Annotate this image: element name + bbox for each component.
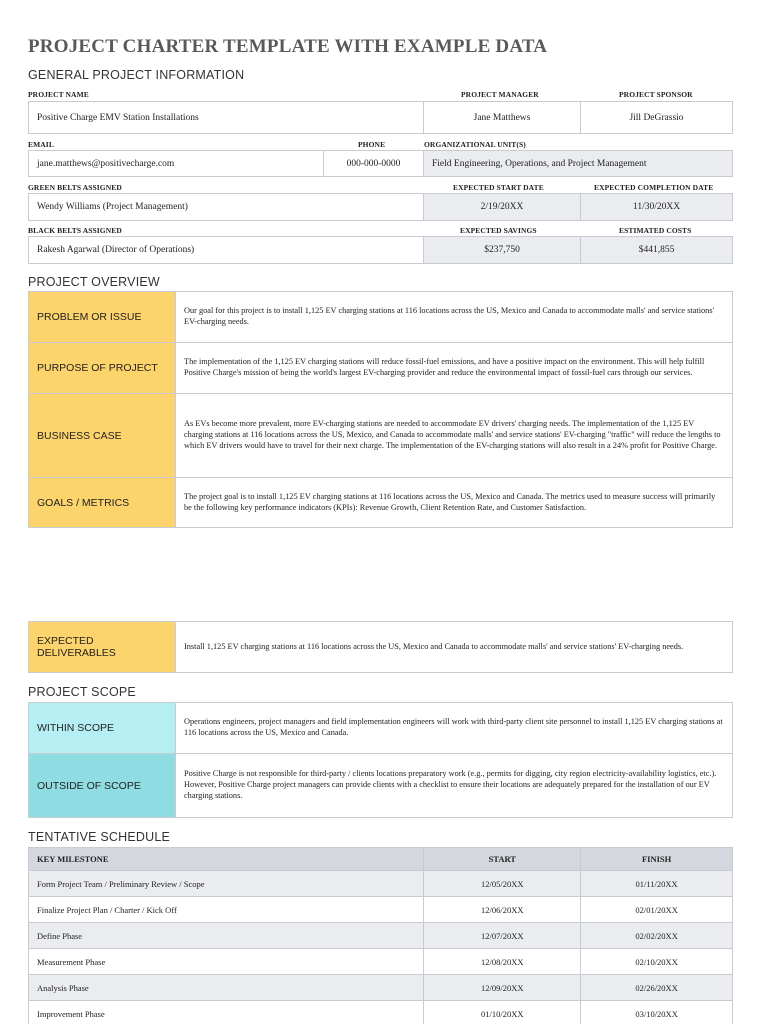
project-name-value: Positive Charge EMV Station Installations — [28, 101, 424, 134]
outside-scope-text: Positive Charge is not responsible for third-party / clients locations preparatory work (e.g., permits for digging, city region electricity-availability logistics, etc.). However, Positive Charge project managers can provide clients with a checklist to ensure their locations are adequately prepared for the installation of our EV charging stations. — [184, 769, 717, 800]
milestone-cell: Measurement Phase — [29, 949, 424, 975]
table-row — [29, 871, 733, 897]
org-unit-label: ORGANIZATIONAL UNIT(S) — [424, 140, 526, 149]
outside-scope-label: OUTSIDE OF SCOPE — [29, 754, 176, 817]
project-sponsor-label: PROJECT SPONSOR — [619, 90, 693, 99]
project-name-label: PROJECT NAME — [28, 90, 89, 99]
milestone-cell: Finalize Project Plan / Charter / Kick Off — [29, 897, 424, 923]
black-belts-value: Rakesh Agarwal (Director of Operations) — [28, 236, 424, 264]
general-section-heading: GENERAL PROJECT INFORMATION — [28, 68, 245, 82]
table-row — [29, 1001, 733, 1024]
finish-column-header: FINISH — [581, 848, 733, 871]
schedule-table — [28, 847, 733, 1024]
start-cell: 12/09/20XX — [424, 975, 581, 1001]
start-cell: 01/10/20XX — [424, 1001, 581, 1024]
finish-cell: 02/10/20XX — [581, 949, 733, 975]
email-value: jane.matthews@positivecharge.com — [28, 150, 324, 177]
email-label: EMAIL — [28, 140, 54, 149]
goals-row — [28, 477, 733, 528]
start-date-value: 2/19/20XX — [423, 193, 581, 221]
finish-cell: 02/02/20XX — [581, 923, 733, 949]
milestone-cell: Form Project Team / Preliminary Review / Scope — [29, 871, 424, 897]
scope-section-heading: PROJECT SCOPE — [28, 685, 136, 699]
start-cell: 12/08/20XX — [424, 949, 581, 975]
purpose-text: The implementation of the 1,125 EV charging stations will reduce fossil-fuel emissions, and have a positive impact on the environment. This will help fulfill Positive Charge's mission of being the world's largest EV-charging provider and reduce the environmental impact of fossil-fuel cars through our services. — [184, 357, 705, 377]
overview-section-heading: PROJECT OVERVIEW — [28, 275, 160, 289]
schedule-section-heading: TENTATIVE SCHEDULE — [28, 830, 171, 844]
completion-date-value: 11/30/20XX — [580, 193, 733, 221]
business-case-label: BUSINESS CASE — [29, 394, 176, 477]
completion-date-label: EXPECTED COMPLETION DATE — [594, 183, 714, 192]
org-unit-value: Field Engineering, Operations, and Project Management — [423, 150, 733, 177]
schedule-header-row — [29, 848, 733, 871]
project-manager-value: Jane Matthews — [423, 101, 581, 134]
purpose-label: PURPOSE OF PROJECT — [29, 343, 176, 393]
table-row — [29, 949, 733, 975]
black-belts-label: BLACK BELTS ASSIGNED — [28, 226, 122, 235]
deliverables-label: EXPECTED DELIVERABLES — [29, 622, 176, 672]
table-row — [29, 897, 733, 923]
within-scope-row — [28, 702, 733, 754]
business-case-text: As EVs become more prevalent, more EV-charging stations are needed to accommodate EV drivers' charging needs. The implementation of the 1,125 EV charging stations at 116 locations across the US, Mexico, and Canada to accommodate malls' and service stations' EV-charging "traffic" will reduce the lengths to which EV drivers would have to travel for their next charge. The implementation of the EV-charging stations will also result in a 24% profit for Positive Charge. — [184, 419, 721, 450]
purpose-row — [28, 342, 733, 394]
milestone-cell: Analysis Phase — [29, 975, 424, 1001]
deliverables-row — [28, 621, 733, 673]
start-cell: 12/06/20XX — [424, 897, 581, 923]
expected-savings-value: $237,750 — [423, 236, 581, 264]
problem-label: PROBLEM OR ISSUE — [29, 292, 176, 342]
goals-label: GOALS / METRICS — [29, 478, 176, 527]
phone-label: PHONE — [358, 140, 386, 149]
within-scope-label: WITHIN SCOPE — [29, 703, 176, 753]
project-manager-label: PROJECT MANAGER — [461, 90, 539, 99]
milestone-cell: Improvement Phase — [29, 1001, 424, 1024]
outside-scope-row — [28, 753, 733, 818]
project-sponsor-value: Jill DeGrassio — [580, 101, 733, 134]
phone-value: 000-000-0000 — [323, 150, 424, 177]
start-cell: 12/07/20XX — [424, 923, 581, 949]
goals-text: The project goal is to install 1,125 EV charging stations at 116 locations across the US, Mexico and Canada. The metrics used to measure success will primarily be the following key performance indicators (KPIs): Revenue Growth, Client Retention Rate, and Customer Satisfaction. — [184, 491, 716, 512]
green-belts-value: Wendy Williams (Project Management) — [28, 193, 424, 221]
milestone-column-header: KEY MILESTONE — [29, 848, 424, 871]
start-column-header: START — [424, 848, 581, 871]
estimated-costs-label: ESTIMATED COSTS — [619, 226, 692, 235]
deliverables-text: Install 1,125 EV charging stations at 116 locations across the US, Mexico and Canada to accommodate malls' and service stations' EV-charging needs. — [184, 641, 684, 651]
milestone-cell: Define Phase — [29, 923, 424, 949]
estimated-costs-value: $441,855 — [580, 236, 733, 264]
business-case-row — [28, 393, 733, 478]
start-date-label: EXPECTED START DATE — [453, 183, 544, 192]
table-row — [29, 975, 733, 1001]
finish-cell: 02/26/20XX — [581, 975, 733, 1001]
page-title: PROJECT CHARTER TEMPLATE WITH EXAMPLE DATA — [28, 36, 548, 57]
finish-cell: 02/01/20XX — [581, 897, 733, 923]
table-row — [29, 923, 733, 949]
start-cell: 12/05/20XX — [424, 871, 581, 897]
problem-row — [28, 291, 733, 343]
green-belts-label: GREEN BELTS ASSIGNED — [28, 183, 122, 192]
problem-text: Our goal for this project is to install 1,125 EV charging stations at 116 locations across the US, Mexico and Canada to accommodate malls' and service stations' EV-charging needs. — [184, 306, 715, 326]
finish-cell: 01/11/20XX — [581, 871, 733, 897]
expected-savings-label: EXPECTED SAVINGS — [460, 226, 537, 235]
within-scope-text: Operations engineers, project managers and field implementation engineers will work with third-party client site personnel to install 1,125 EV charging stations at 116 locations across the US, Mexico and Canada. — [184, 717, 723, 737]
finish-cell: 03/10/20XX — [581, 1001, 733, 1024]
